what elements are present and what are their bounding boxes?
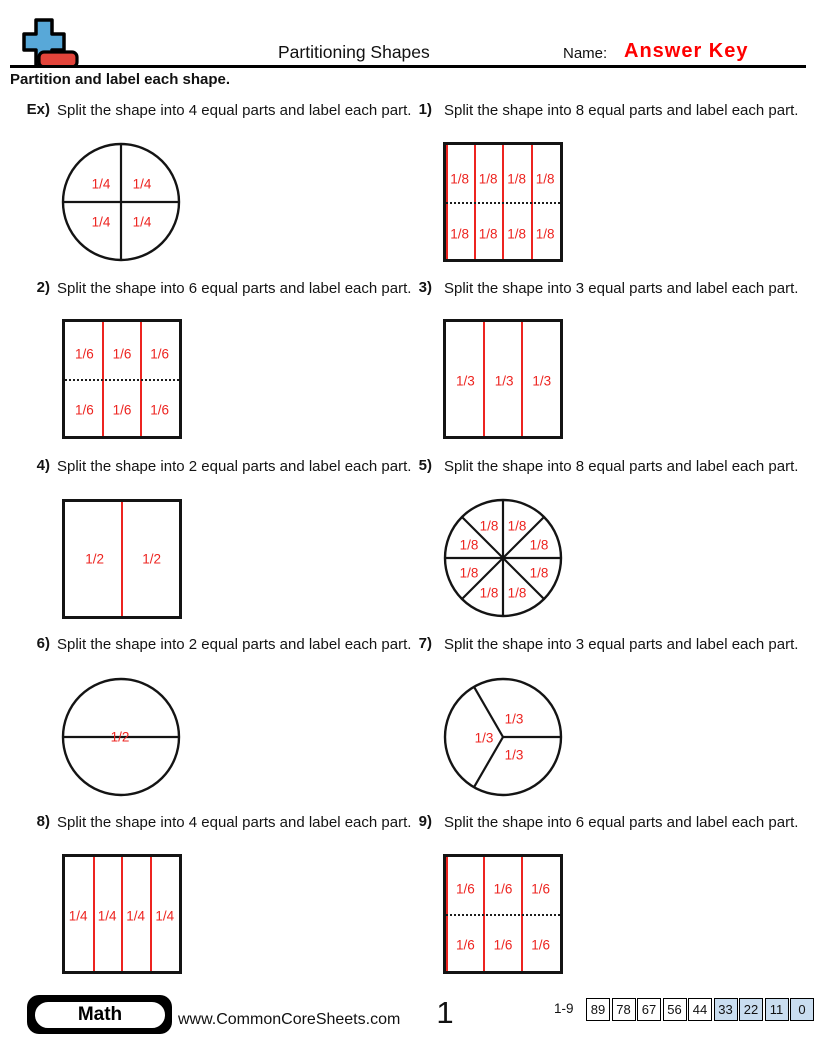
fraction-label: 1/3 xyxy=(504,711,524,727)
fraction-label: 1/6 xyxy=(493,881,513,897)
partitioned-circle-shape xyxy=(441,675,565,799)
partitioned-square-shape xyxy=(62,854,182,974)
partitioned-circle-shape xyxy=(441,496,565,620)
score-cell: 78 xyxy=(612,998,636,1021)
problem-prompt: Split the shape into 4 equal parts and label each part. xyxy=(57,102,412,119)
score-cell: 56 xyxy=(663,998,687,1021)
fraction-label: 1/4 xyxy=(68,908,88,924)
partition-line-vertical xyxy=(150,857,152,971)
score-cell: 11 xyxy=(765,998,789,1021)
partitioned-square-shape xyxy=(443,142,563,262)
problem-number: 4) xyxy=(36,457,50,474)
partitioned-square-shape xyxy=(443,854,563,974)
fraction-label: 1/8 xyxy=(450,171,470,187)
fraction-label: 1/4 xyxy=(132,214,152,230)
fraction-label: 1/8 xyxy=(479,585,499,601)
score-range-label: 1-9 xyxy=(554,1001,574,1016)
problem-prompt: Split the shape into 4 equal parts and label each part. xyxy=(57,814,412,831)
partition-line-dotted xyxy=(65,379,179,381)
score-cell: 89 xyxy=(586,998,610,1021)
fraction-label: 1/6 xyxy=(112,402,132,418)
score-cell: 33 xyxy=(714,998,738,1021)
subject-badge xyxy=(27,995,172,1034)
score-cell: 44 xyxy=(688,998,712,1021)
fraction-label: 1/3 xyxy=(494,373,514,389)
answer-key-text: Answer Key xyxy=(624,40,749,62)
page-title: Partitioning Shapes xyxy=(278,42,430,62)
fraction-label: 1/8 xyxy=(529,565,549,581)
fraction-label: 1/4 xyxy=(155,908,175,924)
fraction-label: 1/6 xyxy=(74,402,94,418)
fraction-label: 1/3 xyxy=(455,373,475,389)
partition-line-vertical xyxy=(93,857,95,971)
fraction-label: 1/8 xyxy=(450,226,470,242)
problem-number: 9) xyxy=(418,813,432,830)
fraction-label: 1/8 xyxy=(479,518,499,534)
problem-prompt: Split the shape into 2 equal parts and label each part. xyxy=(57,636,412,653)
partitioned-square-shape xyxy=(443,319,563,439)
fraction-label: 1/8 xyxy=(478,171,498,187)
fraction-label: 1/8 xyxy=(459,565,479,581)
problem-prompt: Split the shape into 6 equal parts and label each part. xyxy=(57,280,412,297)
header-divider-line xyxy=(10,65,806,68)
partitioned-square-shape xyxy=(62,499,182,619)
partitioned-square-shape xyxy=(62,319,182,439)
partition-line-vertical xyxy=(521,322,523,436)
problem-number: Ex) xyxy=(26,101,50,118)
fraction-label: 1/8 xyxy=(459,537,479,553)
problem-number: 7) xyxy=(418,635,432,652)
fraction-label: 1/8 xyxy=(507,518,527,534)
fraction-label: 1/2 xyxy=(85,551,105,567)
fraction-label: 1/6 xyxy=(150,402,169,418)
partition-line-vertical xyxy=(121,857,123,971)
problem-prompt: Split the shape into 6 equal parts and label each part. xyxy=(444,814,799,831)
fraction-label: 1/4 xyxy=(91,214,111,230)
fraction-label: 1/3 xyxy=(474,730,494,746)
problem-number: 3) xyxy=(418,279,432,296)
plus-minus-logo-icon xyxy=(22,16,80,68)
score-cell: 0 xyxy=(790,998,814,1021)
problem-prompt: Split the shape into 8 equal parts and label each part. xyxy=(444,102,799,119)
fraction-label: 1/6 xyxy=(493,937,513,953)
fraction-label: 1/6 xyxy=(74,346,94,362)
partition-line-dotted xyxy=(446,914,560,916)
score-cell: 22 xyxy=(739,998,763,1021)
problem-number: 6) xyxy=(36,635,50,652)
problem-prompt: Split the shape into 2 equal parts and label each part. xyxy=(57,458,412,475)
fraction-label: 1/8 xyxy=(507,585,527,601)
fraction-label: 1/2 xyxy=(142,551,162,567)
problem-number: 1) xyxy=(418,101,432,118)
fraction-label: 1/2 xyxy=(110,729,130,745)
fraction-label: 1/4 xyxy=(97,908,117,924)
worksheet-instruction: Partition and label each shape. xyxy=(10,71,231,88)
subject-badge-label: Math xyxy=(33,1000,167,1030)
partition-line-vertical xyxy=(121,502,123,616)
problem-number: 5) xyxy=(418,457,432,474)
fraction-label: 1/4 xyxy=(126,908,146,924)
partition-line-vertical xyxy=(483,322,485,436)
fraction-label: 1/4 xyxy=(132,176,152,192)
fraction-label: 1/6 xyxy=(455,937,475,953)
problem-prompt: Split the shape into 3 equal parts and label each part. xyxy=(444,636,799,653)
website-url: www.CommonCoreSheets.com xyxy=(178,1011,401,1028)
problem-prompt: Split the shape into 3 equal parts and label each part. xyxy=(444,280,799,297)
fraction-label: 1/6 xyxy=(531,881,550,897)
fraction-label: 1/8 xyxy=(478,226,498,242)
problem-prompt: Split the shape into 8 equal parts and label each part. xyxy=(444,458,799,475)
fraction-label: 1/8 xyxy=(507,171,527,187)
fraction-label: 1/8 xyxy=(535,171,555,187)
fraction-label: 1/3 xyxy=(504,747,524,763)
fraction-label: 1/8 xyxy=(529,537,549,553)
name-label: Name: xyxy=(563,45,608,62)
fraction-label: 1/3 xyxy=(532,373,552,389)
partitioned-circle-shape xyxy=(59,140,183,264)
problem-number: 2) xyxy=(36,279,50,296)
page-number: 1 xyxy=(436,995,454,1030)
fraction-label: 1/6 xyxy=(455,881,475,897)
fraction-label: 1/6 xyxy=(112,346,132,362)
problem-number: 8) xyxy=(36,813,50,830)
partition-line-dotted xyxy=(446,202,560,204)
fraction-label: 1/8 xyxy=(535,226,555,242)
fraction-label: 1/8 xyxy=(507,226,527,242)
score-cell: 67 xyxy=(637,998,661,1021)
fraction-label: 1/6 xyxy=(150,346,169,362)
fraction-label: 1/6 xyxy=(531,937,550,953)
fraction-label: 1/4 xyxy=(91,176,111,192)
score-table xyxy=(586,998,814,1021)
